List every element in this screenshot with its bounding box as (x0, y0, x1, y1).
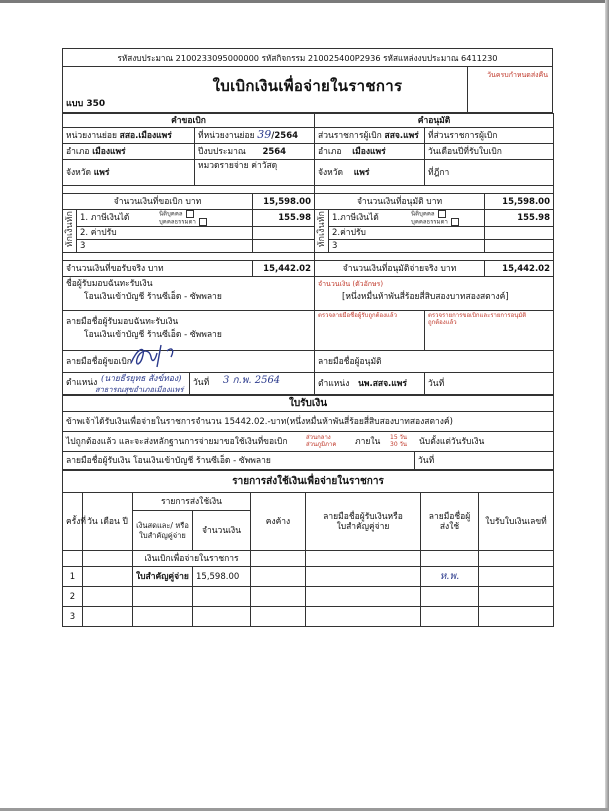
ledger-row-sender-signature: ห.พ. (421, 567, 479, 587)
net-value: 15,442.02 (253, 261, 315, 277)
requester-signature (127, 341, 183, 371)
table-row (63, 607, 554, 627)
appr-district-value: เมืองแพร่ (352, 146, 386, 157)
appr-amount-label: จำนวนเงินที่อนุมัติ บาท (315, 194, 485, 210)
ledger-row-type (133, 607, 193, 627)
receipt-line-2: ไปถูกต้องแล้ว และจะส่งหลักฐานการจ่ายมาขอใช้เงินที่ขอเบิก (66, 437, 288, 447)
ledger-row-amount (193, 587, 251, 607)
ledger-row-amount (193, 607, 251, 627)
receipt-days-1: 15 วัน (390, 434, 408, 441)
appr-deduct-1-label: 1.ภาษีเงินได้ (332, 213, 379, 223)
deduct-2-value (253, 227, 315, 240)
appr-net-label: จำนวนเงินที่อนุมัติจ่ายจริง บาท (315, 261, 485, 277)
receipt-sign-value: โอนเงินเข้าบัญชี ร้านซีเอ็ด - ซัพพลาย (133, 455, 271, 466)
appr-deduct-1-opt-b: บุคคลธรรมดา (411, 218, 448, 226)
form-sheet (62, 48, 553, 627)
form-header (62, 48, 553, 113)
deduct-2-label: 2. ค่าปรับ (77, 227, 253, 240)
receipt-since: นับตั้งแต่วันรับเงิน (419, 437, 485, 447)
deduct-side-label: หักเงินหัก (64, 211, 75, 248)
table-row (63, 587, 554, 607)
check-2b: ถูกต้องแล้ว (428, 319, 457, 326)
approval-heading: คำอนุมัติ (315, 114, 554, 128)
fiscal-label: ปีงบประมาณ (198, 146, 246, 157)
ledger-col-receiver: ลายมือชื่อผู้รับเงินหรือ ใบสำคัญคู่จ่าย (306, 493, 421, 551)
form-number: แบบ 350 (66, 99, 106, 109)
receipt-sign-label: ลายมือชื่อผู้รับเงิน (66, 455, 131, 466)
receipt-heading: ใบรับเงิน (63, 396, 554, 412)
form-title: ใบเบิกเงินเพื่อจ่ายในราชการ (212, 77, 403, 95)
appr-amount-value: 15,598.00 (485, 194, 554, 210)
receipt-date-label: วันที่ (415, 452, 554, 470)
approver-date-label: วันที่ (425, 373, 554, 395)
words-value: [หนึ่งหมื่นห้าพันสี่ร้อยสี่สิบสองบาทสองสตางค์] (342, 292, 509, 302)
scan-edge-top (0, 0, 609, 3)
province-value: แพร่ (93, 167, 110, 178)
ledger-col-balance: คงค้าง (251, 493, 306, 551)
dept-value: สสจ.แพร่ (384, 130, 419, 141)
ledger-col-amount: จำนวนเงิน (193, 511, 251, 551)
ledger-row-no: 3 (63, 607, 83, 627)
title-cell (63, 67, 553, 113)
scan-edge-right (605, 0, 609, 811)
ledger-row-type (133, 587, 193, 607)
receipt-regional: ส่วนภูมิภาค (306, 441, 337, 448)
receiver-sign-value: โอนเงินเข้าบัญชี ร้านซีเอ็ด - ซัพพลาย (84, 330, 222, 340)
ledger-heading: รายการส่งใช้เงินเพื่อจ่ายในราชการ (63, 471, 554, 493)
district-value: เมืองแพร่ (92, 146, 126, 157)
district-label: อำเภอ (66, 146, 90, 157)
receipt-table (62, 395, 554, 470)
ref-year: /2564 (271, 131, 299, 141)
dept-ref: ที่ส่วนราชการผู้เบิก (425, 128, 554, 144)
deduct-3-value (253, 240, 315, 253)
net-label: จำนวนเงินที่ขอรับจริง บาท (63, 261, 253, 277)
appr-deduct-3-label: 3 (329, 240, 485, 253)
ledger-col-group: รายการส่งใช้เงิน (133, 493, 251, 511)
ref-value: 39 (257, 128, 272, 141)
approver-sign-label: ลายมือชื่อผู้อนุมัติ (315, 351, 554, 373)
fiscal-value: 2564 (262, 146, 287, 157)
appr-net-value: 15,442.02 (485, 261, 554, 277)
unit-label: หน่วยงานย่อย (66, 130, 117, 141)
category: หมวดรายจ่าย ค่าวัสดุ (195, 160, 315, 186)
request-heading: คำขอเบิก (63, 114, 315, 128)
receiver-label: ชื่อผู้รับมอบฉันทะรับเงิน (66, 279, 153, 289)
words-label: จำนวนเงิน (ตัวอักษร) (318, 280, 384, 288)
place-label: ที่ฎีกา (425, 160, 554, 186)
unit-value: สสอ.เมืองแพร่ (119, 130, 172, 141)
table-row (63, 567, 554, 587)
appr-checkbox-individual[interactable] (451, 218, 459, 226)
checkbox-corporate[interactable] (186, 210, 194, 218)
appr-deduct-1-value: 155.98 (485, 210, 554, 227)
check-2: ตรวจรายการขอเบิกและรายการอนุมัติ (428, 312, 527, 319)
approver-position-value: นพ.สสจ.แพร่ (358, 378, 407, 389)
receipt-within: ภายใน (355, 437, 381, 447)
ledger-col-receipt: ใบรับใบเงินเลขที่ (479, 493, 554, 551)
receiver-sign-label: ลายมือชื่อผู้รับมอบฉันทะรับเงิน (66, 317, 179, 327)
ledger-col-no: ครั้งที่ (63, 493, 83, 551)
deduct-1-opt-b: บุคคลธรรมดา (159, 218, 196, 226)
ledger-note-row: เงินเบิกเพื่อจ่ายในราชการ (133, 551, 251, 567)
amount-value: 15,598.00 (253, 194, 315, 210)
request-approval-table (62, 113, 554, 395)
appr-deduct-3-value (485, 240, 554, 253)
receipt-days-2: 30 วัน (390, 441, 408, 448)
ledger-row-amount: 15,598.00 (193, 567, 251, 587)
deduct-3-label: 3 (77, 240, 253, 253)
appr-deduct-2-value (485, 227, 554, 240)
ledger-row-no: 1 (63, 567, 83, 587)
ledger-table (62, 470, 554, 627)
checkbox-individual[interactable] (199, 218, 207, 226)
deduct-1-value: 155.98 (253, 210, 315, 227)
appr-deduct-side-label: หักเงินหัก (316, 211, 327, 248)
approver-position-label: ตำแหน่ง (318, 378, 350, 389)
date-receive-label: วันเดือนปีที่รับใบเบิก (425, 144, 554, 160)
ledger-col-date: วัน เดือน ปี (83, 493, 133, 551)
requester-date-label: วันที่ (193, 378, 210, 388)
deduct-1-label: 1. ภาษีเงินได้ (80, 213, 130, 223)
budget-code-line: รหัสงบประมาณ 2100233095000000 รหัสกิจกรรม 210025400P2936 รหัสแหล่งงบประมาณ 6411230 (63, 49, 553, 67)
receipt-central: ส่วนกลาง (306, 434, 331, 441)
receiver-value: โอนเงินเข้าบัญชี ร้านซีเอ็ด - ซัพพลาย (84, 292, 222, 302)
deduct-1-opt-a: นิติบุคคล (159, 210, 183, 218)
receipt-line-1: ข้าพเจ้าได้รับเงินเพื่อจ่ายในราชการจำนวน 15442.02.-บาท(หนึ่งหมื่นห้าพันสี่ร้อยสี่สิบสองบาทสองสตางค์) (63, 412, 554, 432)
appr-province-value: แพร่ (353, 167, 370, 178)
appr-checkbox-corporate[interactable] (438, 210, 446, 218)
appr-province-label: จังหวัด (318, 167, 344, 178)
appr-district-label: อำเภอ (318, 146, 342, 157)
requester-position: สาธารณสุขอำเภอเมืองแพร่ (95, 385, 184, 394)
province-label: จังหวัด (66, 167, 92, 178)
ref-label: ที่หน่วยงานย่อย (198, 131, 255, 141)
amount-label: จำนวนเงินที่ขอเบิก บาท (63, 194, 253, 210)
due-note: วันครบกำหนดส่งคืน (487, 71, 548, 79)
requester-position-label: ตำแหน่ง (66, 378, 98, 388)
ledger-row-no: 2 (63, 587, 83, 607)
dept-label: ส่วนราชการผู้เบิก (318, 130, 382, 141)
check-1: ตรวจลายมือชื่อผู้รับถูกต้องแล้ว (318, 312, 397, 319)
ledger-col-type: เงินสดและ/ หรือใบสำคัญคู่จ่าย (133, 511, 193, 551)
appr-deduct-2-label: 2.ค่าปรับ (329, 227, 485, 240)
ledger-row-type: ใบสำคัญคู่จ่าย (133, 567, 193, 587)
appr-deduct-1-opt-a: นิติบุคคล (411, 210, 435, 218)
requester-date: 3 ก.พ. 2564 (223, 375, 281, 386)
requester-name: (นายธีรยุทธ สังข์ทอง) (101, 374, 182, 384)
requester-sign-label: ลายมือชื่อผู้ขอเบิก (66, 356, 132, 367)
ledger-row-sender-signature (421, 587, 479, 607)
ledger-row-sender-signature (421, 607, 479, 627)
ledger-col-sender: ลายมือชื่อผู้ส่งใช้ (421, 493, 479, 551)
